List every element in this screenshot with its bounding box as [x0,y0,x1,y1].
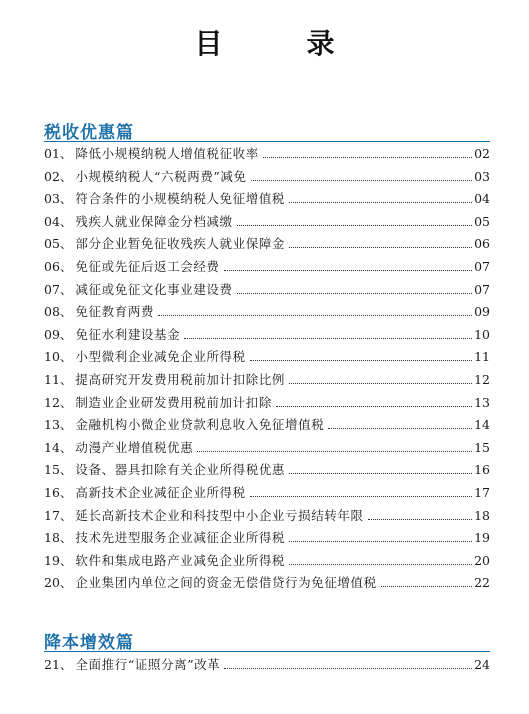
toc-entry-separator: 、 [59,552,73,568]
toc-dot-leader [368,518,472,520]
toc-entry-number: 18 [44,530,60,546]
toc-entry-number: 04 [44,213,60,229]
section-heading-tax: 税收优惠篇 [44,123,134,143]
section-divider [44,141,490,142]
toc-entry-title: 提高研究开发费用税前加计扣除比例 [75,371,286,387]
toc-entry[interactable] [44,438,490,461]
toc-entry-separator: 、 [59,326,73,342]
toc-dot-leader [289,472,472,474]
toc-entry-separator: 、 [59,191,73,207]
toc-entry[interactable] [44,415,490,438]
toc-entry-title: 符合条件的小规模纳税人免征增值税 [75,191,286,207]
toc-entry-title: 小型微利企业减免企业所得税 [75,349,246,365]
toc-entry-number: 03 [44,191,60,207]
toc-entry-number: 20 [44,575,60,591]
toc-entry-separator: 、 [59,484,73,500]
toc-entry[interactable] [44,302,490,325]
toc-entry-title: 残疾人就业保障金分档减缴 [75,213,233,229]
toc-entry-page-number: 20 [474,552,490,568]
toc-dot-leader [276,405,472,407]
toc-entry-title: 免征教育两费 [75,304,155,320]
toc-entry-title: 部分企业暂免征收残疾人就业保障金 [75,236,286,252]
toc-entry-separator: 、 [59,304,73,320]
toc-entry-separator: 、 [59,236,73,252]
toc-entry[interactable] [44,347,490,370]
toc-dot-leader [158,314,472,316]
toc-entry-number: 11 [44,371,60,387]
toc-entry[interactable] [44,551,490,574]
toc-entry-separator: 、 [59,462,73,478]
toc-entry-separator: 、 [59,657,73,672]
toc-entry-page-number: 07 [474,281,490,297]
toc-dot-leader [237,292,472,294]
toc-entry-title: 金融机构小微企业贷款利息收入免征增值税 [75,417,325,433]
toc-dot-leader [289,246,472,248]
toc-entry-separator: 、 [59,213,73,229]
toc-entry-title: 动漫产业增值税优惠 [75,439,194,455]
toc-entry-number: 16 [44,484,60,500]
toc-entry-title: 全面推行“证照分离”改革 [75,657,221,672]
toc-entry-page-number: 05 [474,213,490,229]
page-title: 目 录 [194,27,363,60]
toc-entry-separator: 、 [59,371,73,387]
toc-entry-title: 降低小规模纳税人增值税征收率 [75,146,259,161]
toc-entry-separator: 、 [59,530,73,546]
toc-entry[interactable] [44,325,490,348]
toc-entry-page-number: 12 [474,371,490,387]
toc-entry-page-number: 17 [474,484,490,500]
toc-entry[interactable] [44,234,490,257]
toc-entry-number: 14 [44,439,60,455]
toc-entry-separator: 、 [59,281,73,297]
toc-dot-leader [381,585,472,587]
toc-entry-separator: 、 [59,168,73,184]
toc-entry-title: 软件和集成电路产业减免企业所得税 [75,552,286,568]
toc-entry-title: 高新技术企业减征企业所得税 [75,484,246,500]
toc-dot-leader [263,156,472,158]
toc-entry-number: 19 [44,552,60,568]
toc-dot-leader [328,427,472,429]
toc-entry[interactable] [44,506,490,529]
toc-entry-number: 05 [44,236,60,252]
toc-entry[interactable] [44,460,490,483]
toc-entry-title: 制造业企业研发费用税前加计扣除 [75,394,272,410]
toc-entry-number: 10 [44,349,60,365]
toc-entry-separator: 、 [59,394,73,410]
toc-entry-title: 技术先进型服务企业减征企业所得税 [75,530,286,546]
section-divider [44,651,490,652]
toc-entry-page-number: 04 [474,191,490,207]
toc-entry-page-number: 24 [474,657,490,672]
toc-list-cost [44,655,490,678]
toc-entry-number: 12 [44,394,60,410]
toc-entry[interactable] [44,257,490,280]
toc-list-tax [44,144,490,596]
toc-entry-separator: 、 [59,146,73,161]
toc-entry-page-number: 22 [474,575,490,591]
toc-entry-separator: 、 [59,349,73,365]
toc-entry-page-number: 11 [474,349,490,365]
toc-entry-title: 延长高新技术企业和科技型中小企业亏损结转年限 [75,507,364,523]
toc-entry-separator: 、 [59,575,73,591]
toc-entry-page-number: 10 [474,326,490,342]
toc-entry-number: 13 [44,417,60,433]
toc-dot-leader [224,269,473,271]
toc-entry[interactable] [44,212,490,235]
toc-entry-page-number: 19 [474,530,490,546]
toc-entry[interactable] [44,393,490,416]
toc-dot-leader [224,667,472,669]
toc-entry-number: 17 [44,507,60,523]
toc-entry-page-number: 18 [474,507,490,523]
toc-entry-number: 09 [44,326,60,342]
toc-entry[interactable] [44,655,490,678]
toc-dot-leader [289,201,472,203]
toc-entry-title: 减征或免征文化事业建设费 [75,281,233,297]
toc-entry-page-number: 14 [474,417,490,433]
toc-entry[interactable] [44,167,490,190]
toc-entry-page-number: 16 [474,462,490,478]
toc-entry[interactable] [44,189,490,212]
toc-entry[interactable] [44,280,490,303]
toc-entry-page-number: 13 [474,394,490,410]
toc-dot-leader [184,337,472,339]
toc-entry-separator: 、 [59,439,73,455]
toc-entry[interactable] [44,144,490,167]
toc-entry-title: 设备、器具扣除有关企业所得税优惠 [75,462,286,478]
toc-entry-number: 21 [44,657,60,672]
toc-entry-title: 免征水利建设基金 [75,326,181,342]
toc-entry-number: 07 [44,281,60,297]
toc-entry[interactable] [44,528,490,551]
toc-entry-title: 免征或先征后返工会经费 [75,258,220,274]
toc-entry[interactable] [44,573,490,596]
toc-dot-leader [289,382,472,384]
toc-entry-number: 06 [44,258,60,274]
toc-entry-number: 01 [44,146,60,161]
toc-entry-separator: 、 [59,417,73,433]
toc-entry-page-number: 07 [474,258,490,274]
toc-entry-number: 02 [44,168,60,184]
toc-entry[interactable] [44,370,490,393]
toc-dot-leader [250,359,472,361]
toc-entry[interactable] [44,483,490,506]
toc-dot-leader [250,495,472,497]
toc-entry-title: 企业集团内单位之间的资金无偿借贷行为免征增值税 [75,575,377,591]
section-heading-cost: 降本增效篇 [44,633,134,653]
toc-dot-leader [197,450,472,452]
toc-entry-number: 08 [44,304,60,320]
toc-dot-leader [289,563,472,565]
toc-dot-leader [289,540,472,542]
toc-entry-page-number: 03 [474,168,490,184]
toc-dot-leader [237,224,472,226]
toc-entry-separator: 、 [59,507,73,523]
toc-entry-separator: 、 [59,258,73,274]
toc-entry-page-number: 06 [474,236,490,252]
toc-entry-title: 小规模纳税人“六税两费”减免 [75,168,247,184]
toc-entry-page-number: 02 [474,146,490,161]
toc-dot-leader [251,179,472,181]
toc-entry-page-number: 15 [474,439,490,455]
toc-entry-page-number: 09 [474,304,490,320]
toc-entry-number: 15 [44,462,60,478]
